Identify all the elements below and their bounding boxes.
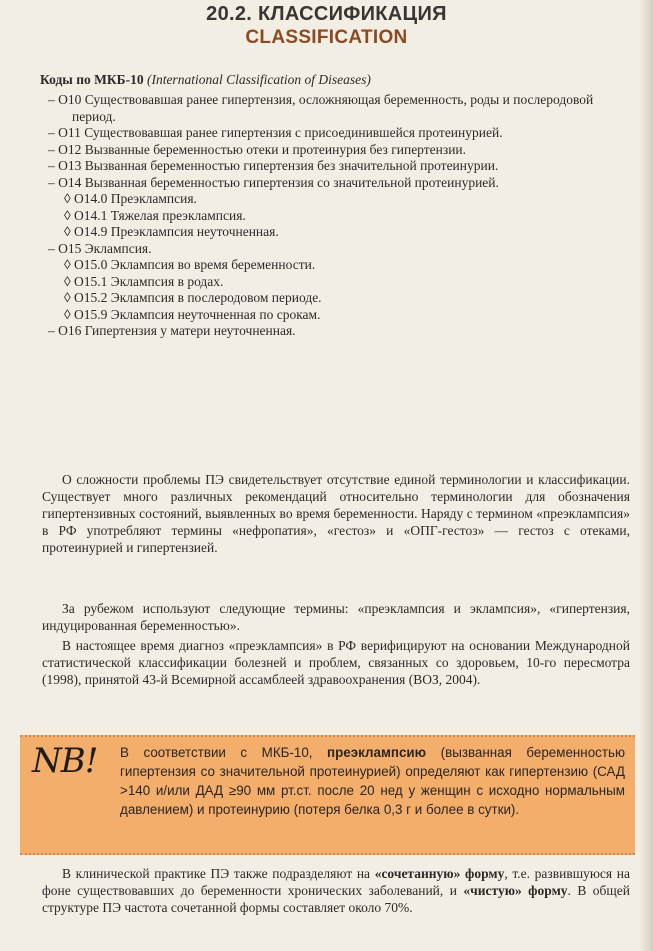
codes-heading — [40, 72, 371, 88]
paragraph-terminology: О сложности проблемы ПЭ свидетельствует отсутствие единой терминологии и классификации. Существует много различных рекомендаций относительно терминологии для обозначения гипертензивных состояний, выявленных во время беременности. Наряду с термином «преэклампсия» в РФ употребляют термины «нефропатия», «гестоз» и «ОПГ-гестоз» — гестоз с отеками, протеинурией и гипертензией. — [42, 472, 630, 555]
list-subitem: ◊ O15.2 Эклампсия в послеродовом периоде. — [64, 290, 322, 305]
list-item: – O13 Вызванная беременностью гипертензия без значительной протеинурии. — [48, 158, 499, 173]
p4-part-e: . В общей структуре ПЭ частота сочетанной формы составляет около 70%. — [42, 883, 630, 915]
list-item: – O10 Существовавшая ранее гипертензия, осложняющая беременность, роды и послеродовой период. — [48, 92, 594, 124]
paragraph-foreign-terms: За рубежом используют следующие термины: «преэклампсия и эклампсия», «гипертензия, индуцированная беременностью». — [42, 601, 630, 633]
nb-term: преэклампсию — [327, 745, 427, 760]
nb-text — [120, 743, 625, 819]
list-item: – O11 Существовавшая ранее гипертензия с присоединившейся протеинурией. — [48, 125, 503, 140]
list-subitem: ◊ O15.0 Эклампсия во время беременности. — [64, 257, 316, 272]
list-item: – O14 Вызванная беременностью гипертензия со значительной протеинурией. — [48, 174, 499, 190]
nb-text-rest: (вызванная беременностью гипертензия со значительной протеинурией) определяют как гипертензию (САД >140 и/или ДАД ≥90 мм рт.ст. после 20 нед у женщин с исходно нормальным давлением) и протеинурию (потеря белка 0,3 г и более в сутки). — [120, 745, 625, 817]
paragraph-clinical-forms — [42, 865, 630, 916]
list-item: – O12 Вызванные беременностью отеки и протеинурия без гипертензии. — [48, 141, 467, 157]
nb-text-start: В соответствии с МКБ-10, — [120, 745, 328, 760]
list-subitem: ◊ O14.0 Преэклампсия. — [64, 191, 197, 206]
list-subitem: ◊ O14.1 Тяжелая преэклампсия. — [64, 207, 246, 223]
p4-term-pure: «чистую» форму — [463, 883, 568, 898]
nb-callout — [20, 735, 635, 855]
list-subitem: ◊ O15.1 Эклампсия в родах. — [64, 273, 224, 289]
p4-part-a: В клинической практике ПЭ также подразделяют на — [62, 866, 375, 881]
section-title: 20.2. КЛАССИФИКАЦИЯ — [206, 3, 447, 25]
codes-heading-label: Коды по МКБ-10 — [40, 72, 144, 87]
section-subtitle: CLASSIFICATION — [245, 27, 408, 48]
list-subitem: ◊ O14.9 Преэклампсия неуточненная. — [64, 224, 279, 239]
nb-mark: NB! — [32, 741, 98, 781]
p4-term-combined: «сочетанную» форму — [374, 866, 505, 881]
list-item: – O16 Гипертензия у матери неуточненная. — [48, 323, 296, 338]
paragraph-diagnosis: В настоящее время диагноз «преэклампсия» в РФ верифицируют на основании Международной статистической классификации болезней и проблем, связанных со здоровьем, 10-го пересмотра (1998), принятой 43-й Всемирной ассамблеей здравоохранения (ВОЗ, 2004). — [42, 638, 630, 687]
icd-code-list — [44, 92, 634, 340]
page-gutter-shadow — [639, 0, 653, 951]
p4-part-c: , т.е. развившуюся на фоне существовавших до беременности хронических заболеваний, и — [42, 866, 630, 898]
list-subitem: ◊ O15.9 Эклампсия неуточненная по срокам. — [64, 306, 321, 322]
list-item: – O15 Эклампсия. — [48, 240, 152, 256]
codes-heading-note: (International Classification of Diseases) — [146, 72, 371, 87]
